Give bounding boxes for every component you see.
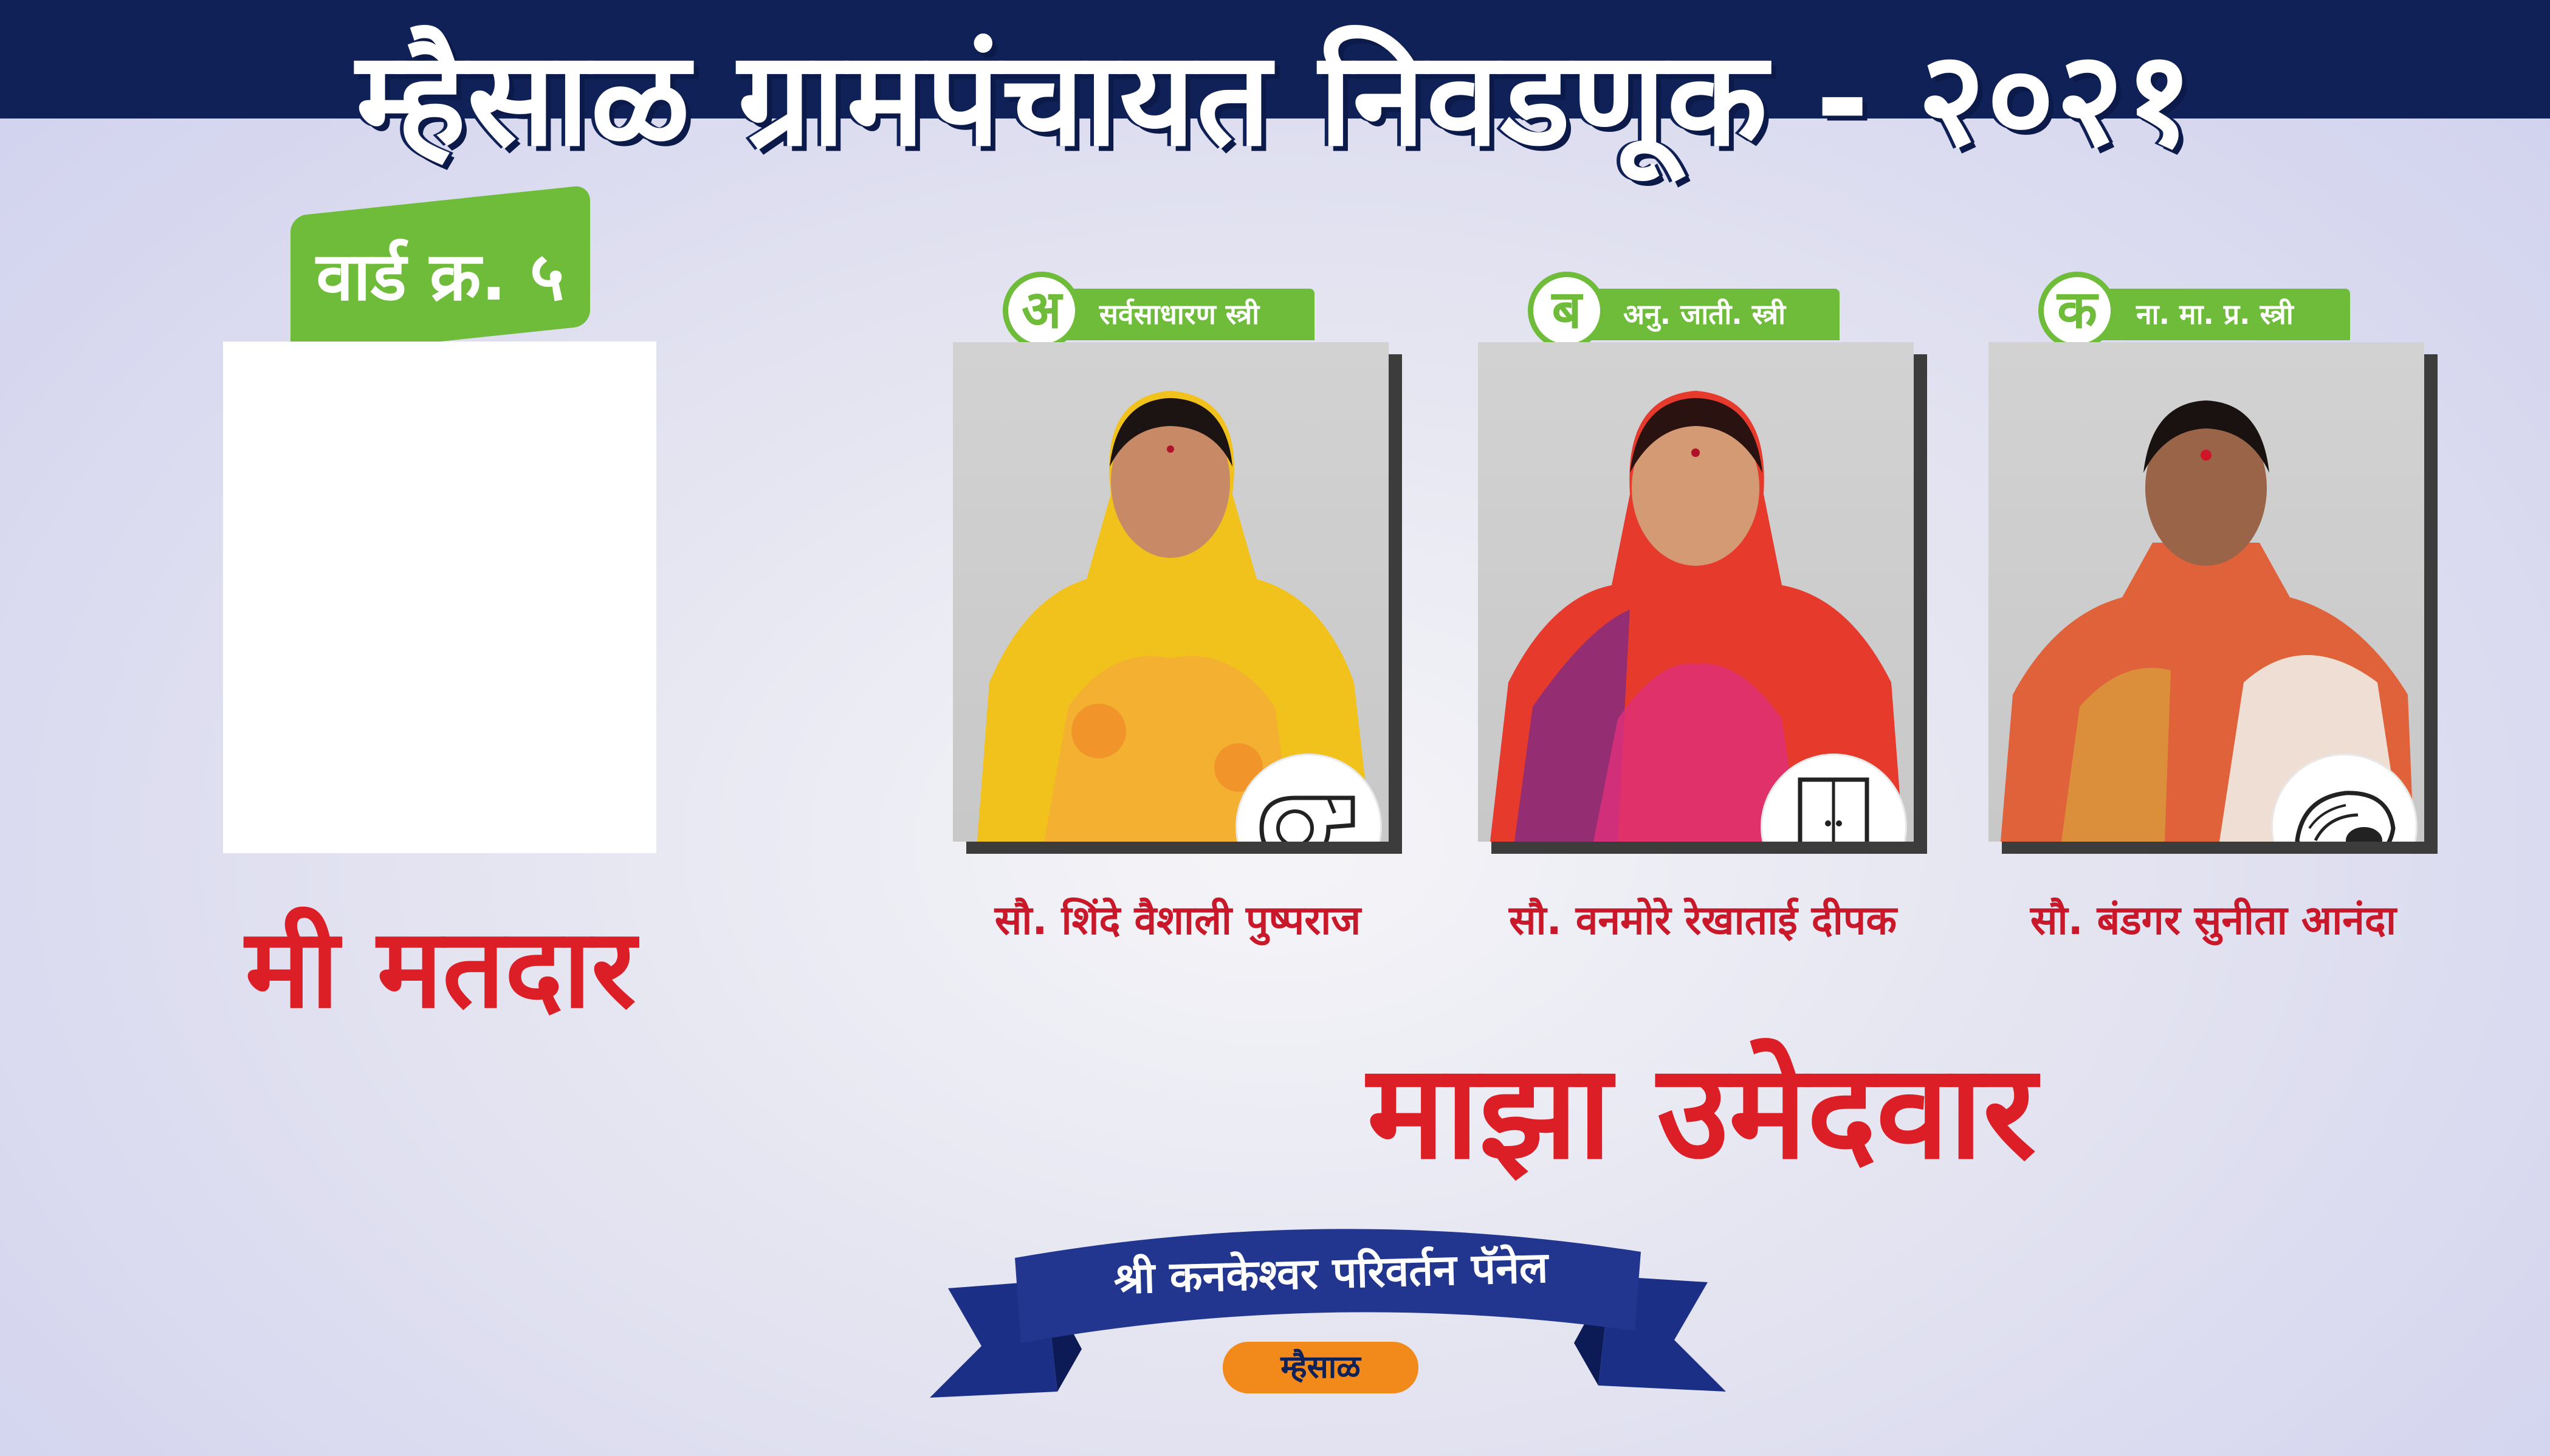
candidate-photo — [953, 342, 1389, 842]
category-label: अनु. जाती. स्त्री — [1623, 298, 1786, 331]
candidate-card — [953, 280, 1403, 963]
candidate-name: सौ. वनमोरे रेखाताई दीपक — [1508, 897, 1897, 944]
candidate-card — [1988, 280, 2438, 963]
category-label: ना. मा. प्र. स्त्री — [2136, 298, 2294, 331]
candidate-photo — [1478, 342, 1914, 842]
candidate-photo — [1988, 342, 2424, 842]
cupboard-icon — [1762, 755, 1905, 842]
category-label: सर्वसाधारण स्त्री — [1099, 298, 1260, 331]
whistle-icon — [1237, 755, 1380, 842]
election-symbol — [1762, 755, 1905, 842]
slogan: माझा उमेदवार — [1367, 1035, 2036, 1188]
village-badge: म्हैसाळ — [1223, 1342, 1418, 1393]
ward-label: वार्ड क्र. ५ — [316, 238, 565, 315]
voter-label: मी मतदार — [245, 905, 636, 1032]
candidate-letter: ब — [1528, 272, 1606, 349]
candidate-name: सौ. बंडगर सुनीता आनंदा — [2030, 897, 2397, 944]
panel-name: श्री कनकेश्वर परिवर्तन पॅनेल — [1113, 1242, 1549, 1304]
candidate-card — [1478, 280, 1928, 963]
election-symbol — [1237, 755, 1380, 842]
election-symbol — [2273, 755, 2416, 842]
voter-photo-placeholder[interactable] — [223, 342, 656, 853]
candidate-name: सौ. शिंदे वैशाली पुष्पराज — [994, 897, 1361, 944]
candidate-letter: अ — [1003, 272, 1081, 349]
candidate-letter: क — [2038, 272, 2116, 349]
page-title: म्हैसाळ ग्रामपंचायत निवडणूक - २०२१ — [356, 22, 2194, 175]
coconut-icon — [2273, 755, 2416, 842]
